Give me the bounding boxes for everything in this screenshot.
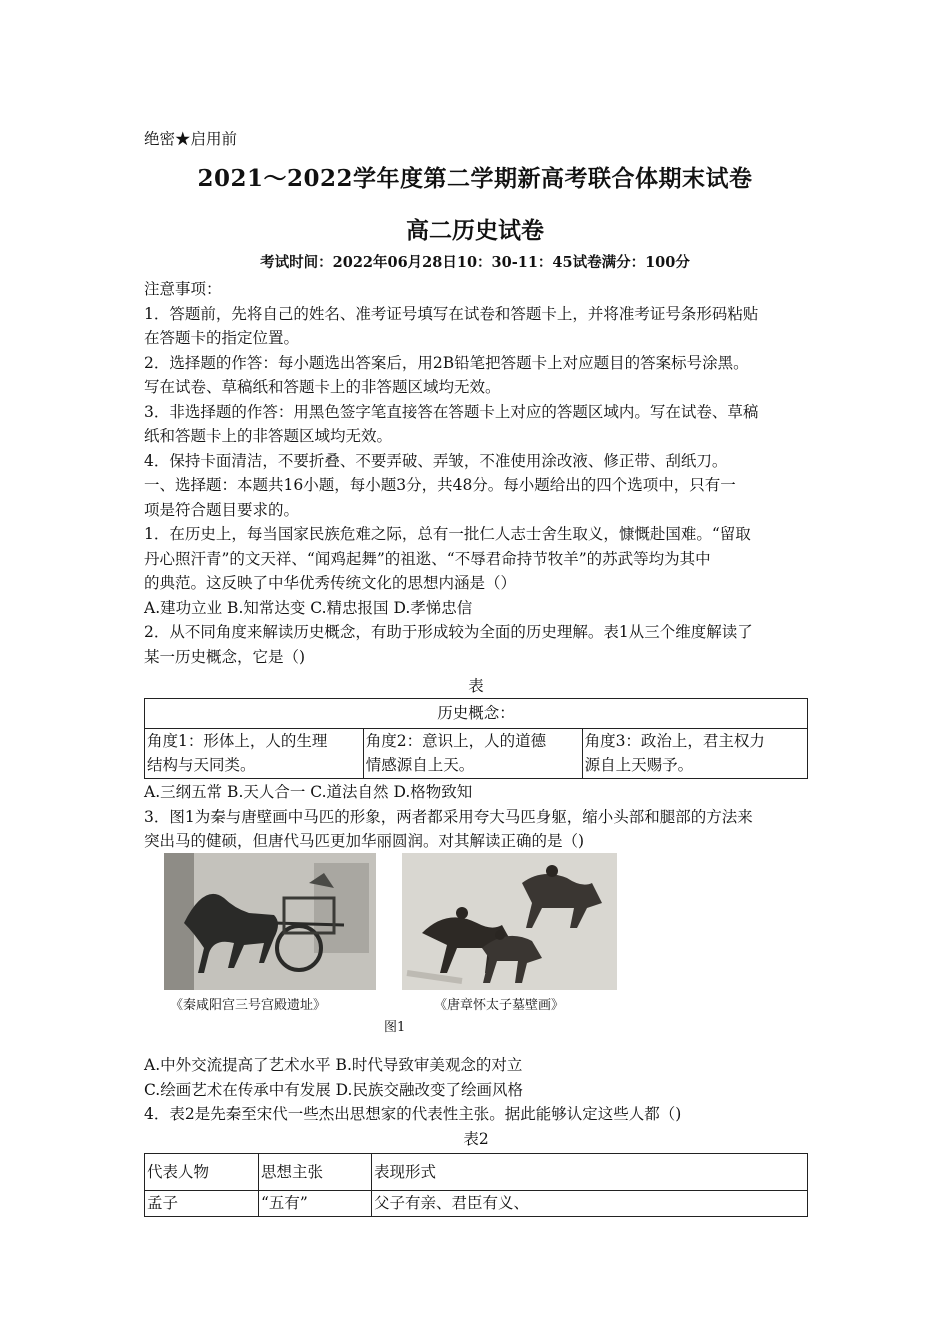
notes-line: 3．非选择题的作答：用黑色签字笔直接答在答题卡上对应的答题区域内。写在试卷、草稿 [144,402,759,421]
table-1-header: 历史概念： [145,699,808,729]
q2-q3-block [144,780,808,854]
cell-line: 结构与天同类。 [147,756,256,774]
question-2-options: A.三纲五常 B.天人合一 C.道法自然 D.格物致知 [144,783,473,801]
exam-info: 考试时间：2022年06月28日10：30-11：45试卷满分：100分 [260,254,690,271]
horse-chariot-mural-icon [164,853,376,990]
notes-line: 纸和答题卡上的非答题区域均无效。 [144,427,393,445]
table-1 [144,698,808,779]
notes-section [144,277,808,669]
cell-line: 情感源自上天。 [365,756,475,774]
figure-1 [164,853,624,1033]
table-2-cell: “五有” [259,1191,372,1217]
question-3-options: A.中外交流提高了艺术水平 B.时代导致审美观念的对立 [144,1056,523,1074]
confidential-label: 绝密★启用前 [144,130,238,148]
question-2-text: 某一历史概念，它是（) [144,647,306,666]
cell-line: 角度3：政治上，君主权力 [584,731,765,750]
figure-left-caption: 《秦咸阳宫三号宫殿遗址》 [170,998,327,1013]
question-4-text: 4．表2是先秦至宋代一些杰出思想家的代表性主张。据此能够认定这些人都（) [144,1105,682,1123]
cell-line: 源自上天赐予。 [584,756,694,774]
figure-label: 图1 [384,1020,406,1035]
table-2-cell: 父子有亲、君臣有义、 [372,1191,808,1217]
notes-line: 写在试卷、草稿纸和答题卡上的非答题区域均无效。 [144,378,501,396]
question-1-text: 1．在历史上，每当国家民族危难之际，总有一批仁人志士舍生取义，慷慨赴国难。“留取 [144,525,751,543]
figure-right-caption: 《唐章怀太子墓壁画》 [434,998,565,1013]
question-1-text: 的典范。这反映了中华优秀传统文化的思想内涵是（） [144,574,517,592]
notes-line: 在答题卡的指定位置。 [144,329,300,347]
question-2-text: 2．从不同角度来解读历史概念，有助于形成较为全面的历史理解。表1从三个维度解读了 [144,623,753,641]
question-3-options: C.绘画艺术在传承中有发展 D.民族交融改变了绘画风格 [144,1080,523,1099]
section-heading-line: 项是符合题目要求的。 [144,500,300,519]
notes-line: 4．保持卡面清洁，不要折叠、不要弄破、弄皱，不准使用涂改液、修正带、刮纸刀。 [144,451,728,470]
question-3-text: 突出马的健硕，但唐代马匹更加华丽圆润。对其解读正确的是（) [144,832,585,850]
question-3-text: 3．图1为秦与唐壁画中马匹的形象，两者都采用夸大马匹身躯，缩小头部和腿部的方法来 [144,807,753,826]
table-1-block [144,674,808,779]
question-1-options: A.建功立业 B.知常达变 C.精忠报国 D.孝悌忠信 [144,598,473,617]
cell-line: 角度2：意识上，人的道德 [365,731,547,750]
table-2-header: 表现形式 [372,1153,808,1191]
polo-riders-mural-icon [402,853,617,990]
table-1-cell [145,728,364,778]
table-2 [144,1153,808,1217]
exam-subtitle: 高二历史试卷 [406,217,544,244]
q3-q4-block [144,1053,808,1217]
cell-line: 角度1：形体上，人的生理 [147,731,328,750]
notes-heading: 注意事项： [144,280,222,298]
notes-line: 1．答题前，先将自己的姓名、准考证号填写在试卷和答题卡上，并将准考证号条形码粘贴 [144,304,759,323]
table-1-cell [363,728,582,778]
question-1-text: 丹心照汗青”的文天祥、“闻鸡起舞”的祖逖、“不辱君命持节牧羊”的苏武等均为其中 [144,549,711,568]
notes-line: 2．选择题的作答：每小题选出答案后，用2B铅笔把答题卡上对应题目的答案标号涂黑。 [144,353,749,372]
table-1-cell [582,728,807,778]
section-heading-line: 一、选择题：本题共16小题，每小题3分，共48分。每小题给出的四个选项中，只有一 [144,476,736,494]
table-2-cell: 孟子 [145,1191,259,1217]
table-2-caption: 表2 [463,1129,489,1148]
exam-title: 2021～2022学年度第二学期新高考联合体期末试卷 [197,165,753,192]
table-2-header: 代表人物 [145,1153,259,1191]
table-2-header: 思想主张 [259,1153,372,1191]
table-1-caption: 表 [468,677,484,695]
